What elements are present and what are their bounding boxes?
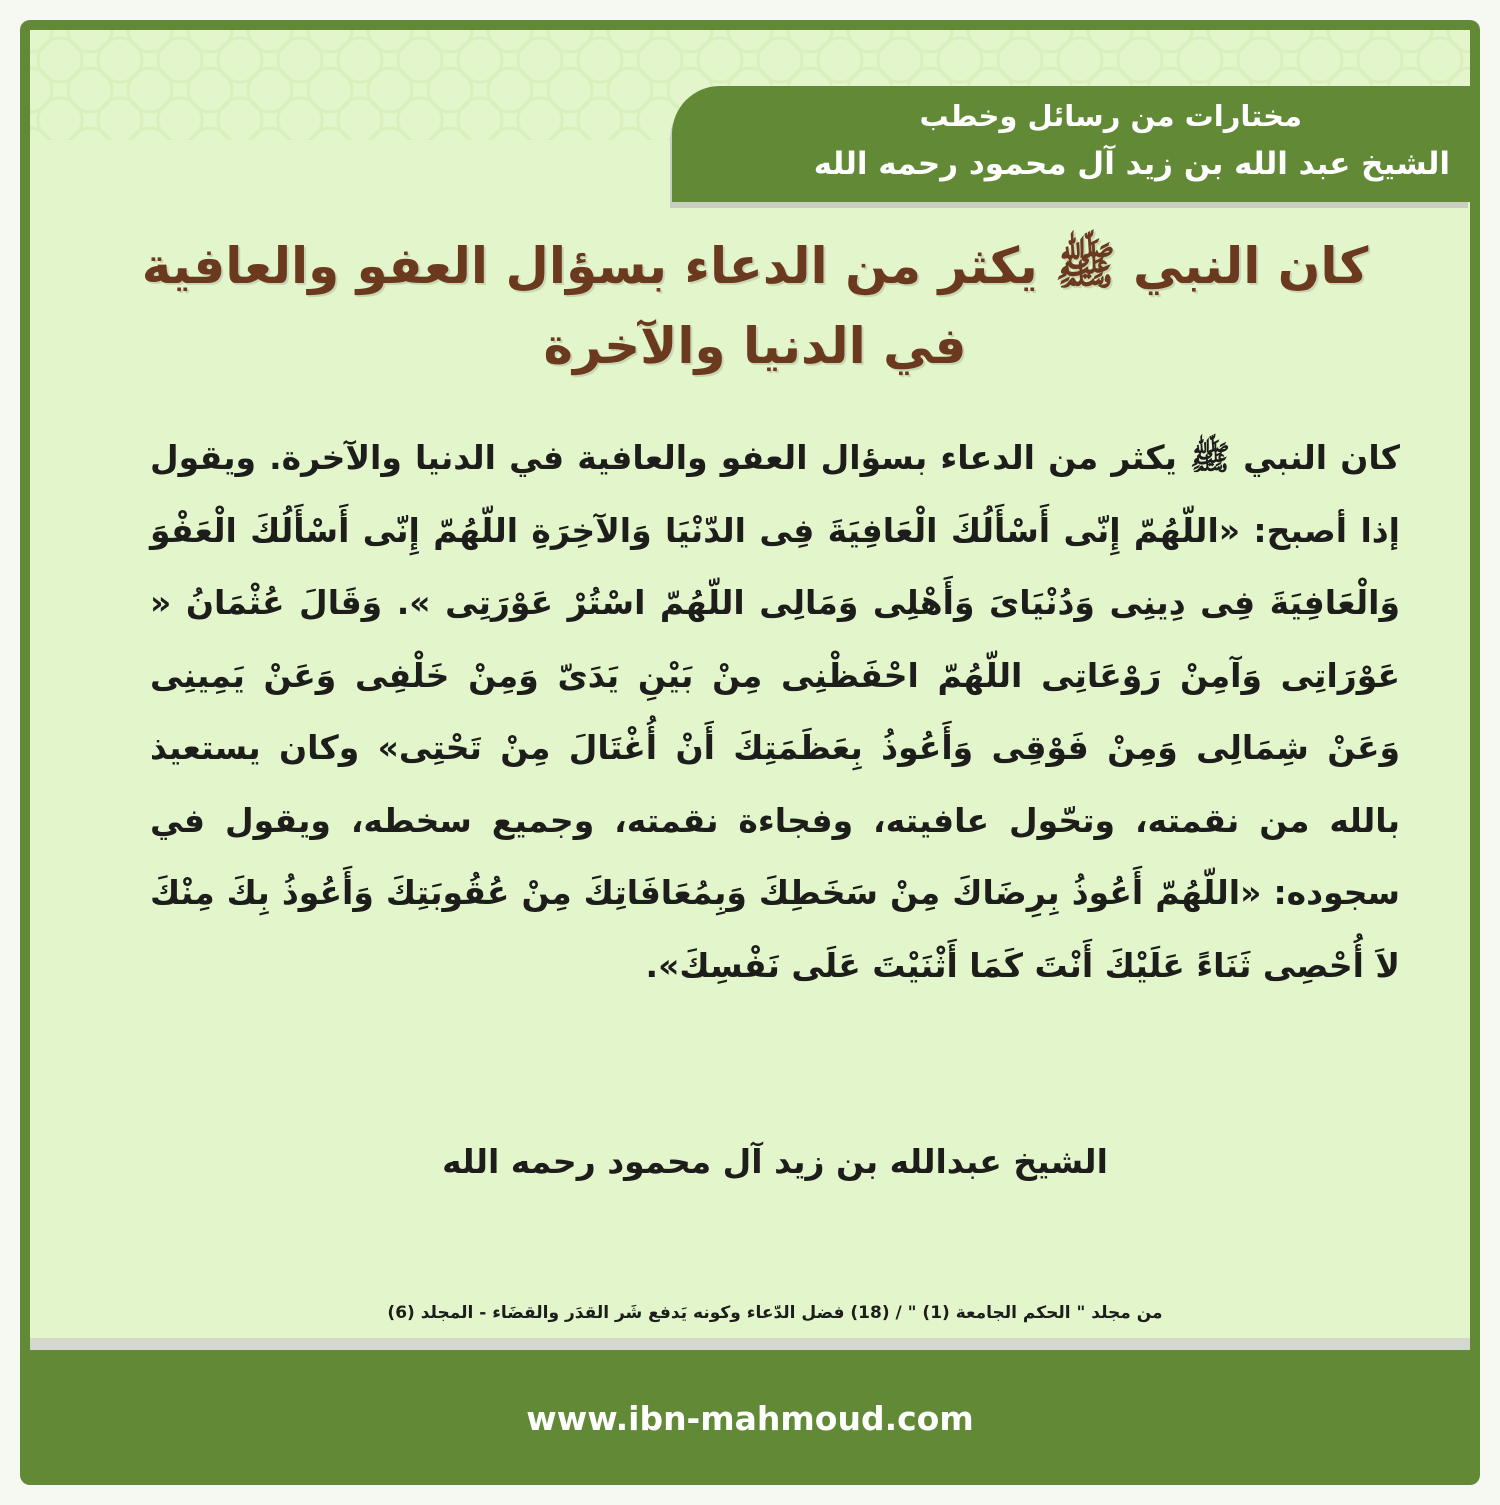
source-reference: من مجلد " الحكم الجامعة (1) " / (18) فضل الدّعاء وكونه يَدفع شَر القدَر والقضَاء - المجلد (6) xyxy=(387,1303,1163,1323)
content-panel xyxy=(30,30,1470,1350)
author-signature: الشيخ عبدالله بن زيد آل محمود رحمه الله xyxy=(442,1142,1108,1181)
divider xyxy=(30,1338,1470,1350)
series-title: مختارات من رسائل وخطب xyxy=(919,99,1302,133)
page-title: كان النبي ﷺ يكثر من الدعاء بسؤال العفو والعافية في الدنيا والآخرة xyxy=(141,237,1369,375)
website-link[interactable]: www.ibn-mahmoud.com xyxy=(526,1399,974,1438)
series-author: الشيخ عبد الله بن زيد آل محمود رحمه الله xyxy=(813,146,1450,182)
card-frame xyxy=(20,20,1480,1485)
body-paragraph: كان النبي ﷺ يكثر من الدعاء بسؤال العفو والعافية في الدنيا والآخرة. ويقول إذا أصبح: «اللّهُمّ إِنّى أَسْأَلُكَ الْعَافِيَةَ فِى الدّنْيَا وَالآخِرَةِ اللّهُمّ إِنّى أَسْأَلُكَ الْعَفْوَ وَالْعَافِيَةَ فِى دِينِى وَدُنْيَاىَ وَأَهْلِى وَمَالِى اللّهُمّ اسْتُرْ عَوْرَتِى ». وَقَالَ عُثْمَانُ « عَوْرَاتِى وَآمِنْ رَوْعَاتِى اللّهُمّ احْفَظْنِى مِنْ بَيْنِ يَدَىّ وَمِنْ خَلْفِى وَعَنْ يَمِينِى وَعَنْ شِمَالِى وَمِنْ فَوْقِى وَأَعُوذُ بِعَظَمَتِكَ أَنْ أُغْتَالَ مِنْ تَحْتِى» وكان يستعيذ بالله من نقمته، وتحّول عافيته، وفجاءة نقمته، وجميع سخطه، ويقول في سجوده: «اللّهُمّ أَعُوذُ بِرِضَاكَ مِنْ سَخَطِكَ وَبِمُعَافَاتِكَ مِنْ عُقُوبَتِكَ وَأَعُوذُ بِكَ مِنْكَ لاَ أُحْصِى ثَنَاءً عَلَيْكَ أَنْتَ كَمَا أَثْنَيْتَ عَلَى نَفْسِكَ». xyxy=(150,438,1400,985)
header-banner xyxy=(672,86,1470,202)
